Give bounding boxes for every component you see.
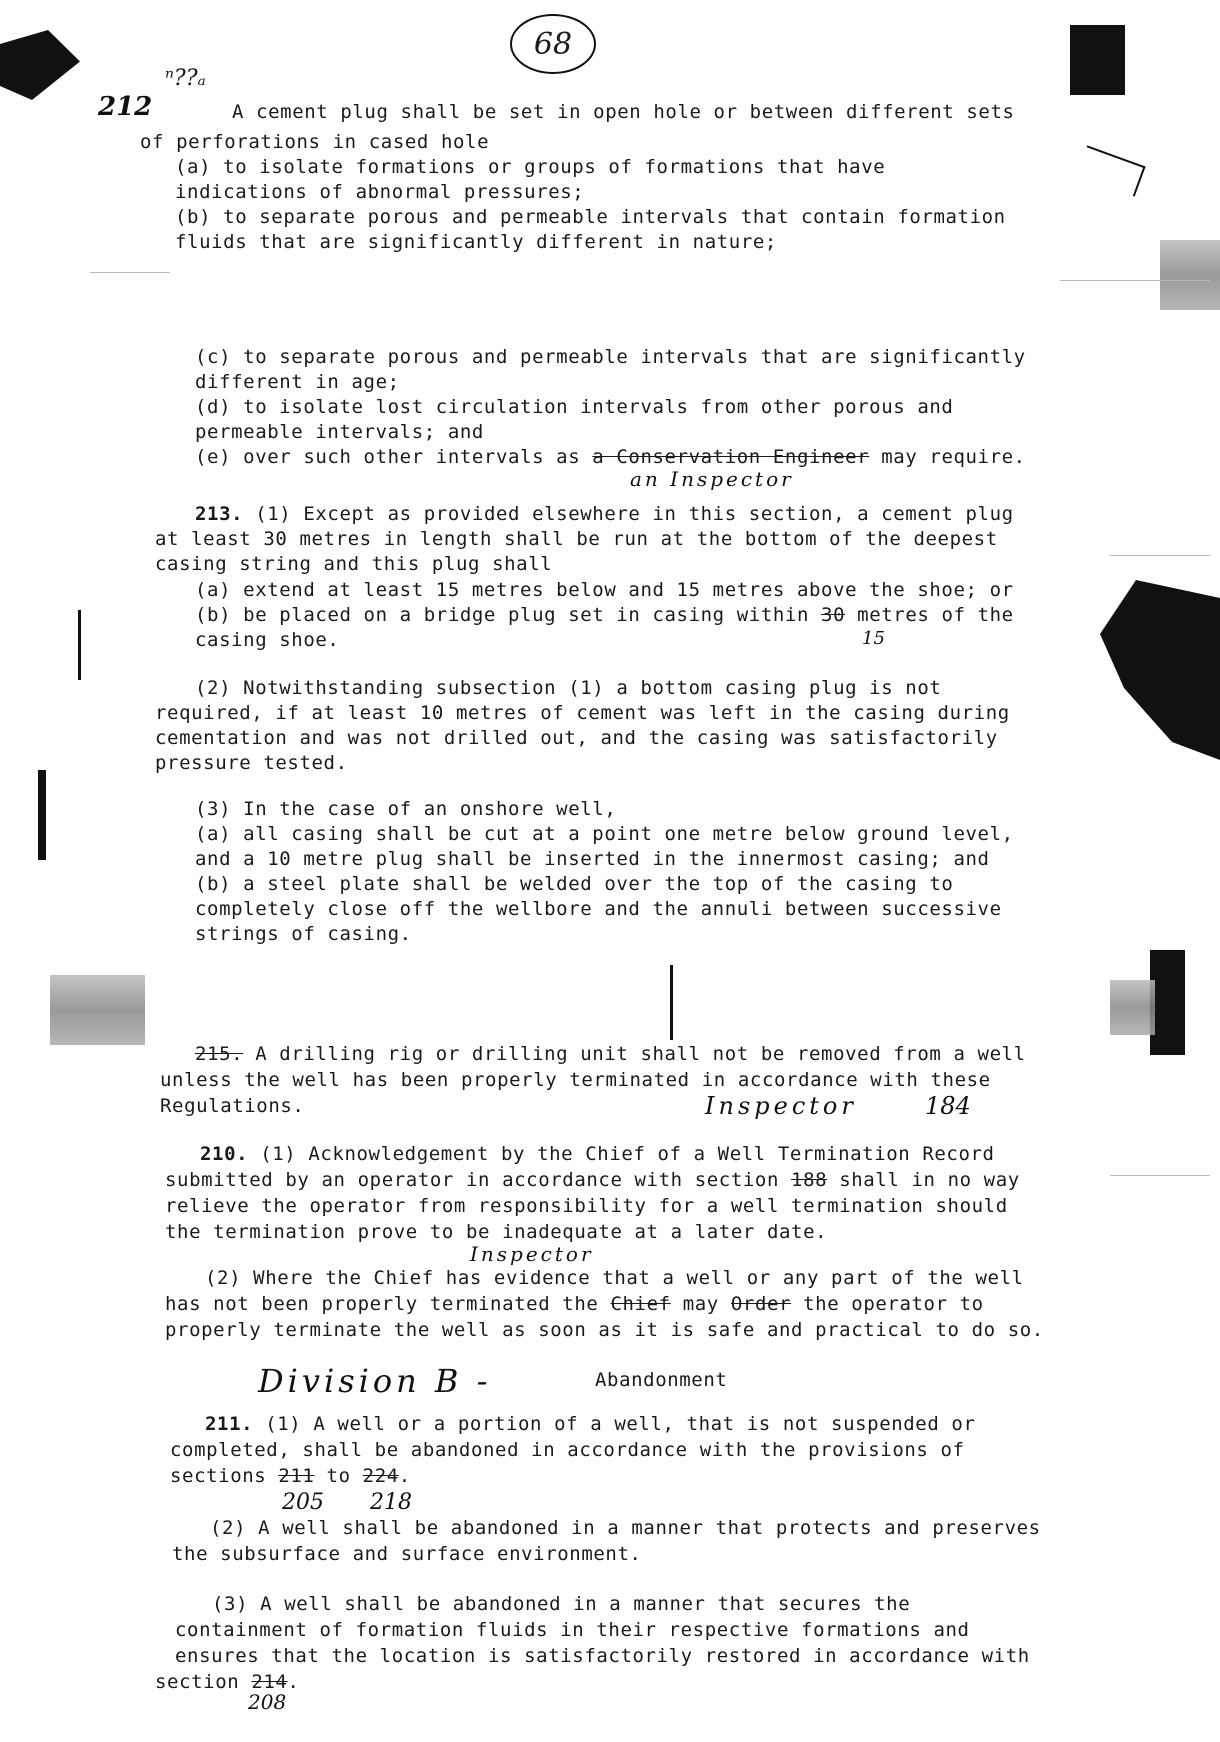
struck-text: 224 (362, 1465, 399, 1487)
text-line: casing shoe. (195, 629, 340, 651)
text-span: (1) Except as provided elsewhere in this section, a cement plug (255, 503, 1014, 525)
bracket-mark (670, 965, 677, 1040)
text-line: completely close off the wellbore and the annuli between successive (195, 898, 1002, 920)
text-line: (a) all casing shall be cut at a point one metre below ground level, (195, 823, 1014, 845)
scan-blot-right-lower (1150, 950, 1185, 1055)
handwritten-insertion: 205 (282, 1490, 324, 1515)
handwritten-insertion: 208 (248, 1690, 287, 1714)
text-line: (2) Where the Chief has evidence that a well or any part of the well (205, 1267, 1024, 1289)
bracket-mark (1076, 145, 1145, 196)
handwritten-insertion: 184 (925, 1092, 971, 1120)
scan-blot-left-edge (38, 770, 46, 860)
text-line: (a) extend at least 15 metres below and 15 metres above the shoe; or (195, 579, 1014, 601)
text-span: submitted by an operator in accordance with section (165, 1169, 779, 1191)
division-heading: Abandonment (595, 1369, 728, 1391)
text-span: section (155, 1671, 240, 1693)
scan-gray-right-top (1160, 240, 1220, 310)
text-span: (b) be placed on a bridge plug set in casing within (195, 604, 809, 626)
text-line: (d) to isolate lost circulation intervals from other porous and (195, 396, 954, 418)
struck-text: 188 (791, 1169, 828, 1191)
scan-blot-top-left (0, 30, 80, 100)
text-span: (e) over such other intervals as (195, 446, 581, 468)
text-line: A cement plug shall be set in open hole or between different sets (232, 101, 1015, 123)
scan-blot-right-middle (1100, 580, 1220, 760)
handwritten-insertion: Inspector (705, 1092, 857, 1120)
text-line: completed, shall be abandoned in accordance with the provisions of (170, 1439, 965, 1461)
text-line (195, 1042, 1026, 1066)
handwritten-insertion: an Inspector (630, 467, 794, 491)
text-span: may (682, 1293, 719, 1315)
text-line: (2) A well shall be abandoned in a manner that protects and preserves (210, 1517, 1041, 1539)
text-line (165, 1292, 984, 1316)
bracket-mark (78, 610, 87, 680)
handwritten-insertion: Inspector (470, 1242, 594, 1266)
text-line: cementation and was not drilled out, and the casing was satisfactorily (155, 727, 998, 749)
text-line: different in age; (195, 371, 400, 393)
text-span: shall in no way (839, 1169, 1020, 1191)
scan-blot-top-right (1070, 25, 1125, 95)
text-line: the subsurface and surface environment. (172, 1543, 642, 1565)
struck-section-number: 215. (195, 1043, 244, 1065)
text-line: pressure tested. (155, 752, 348, 774)
struck-text: 214 (251, 1671, 288, 1693)
text-line (165, 1168, 1020, 1192)
text-line: required, if at least 10 metres of cement was left in the casing during (155, 702, 1010, 724)
scan-rule (1060, 280, 1210, 281)
text-line: relieve the operator from responsibility for a well termination should (165, 1195, 1008, 1217)
text-line: containment of formation fluids in their respective formations and (175, 1619, 970, 1641)
text-line (205, 1412, 976, 1436)
text-line: indications of abnormal pressures; (175, 181, 585, 203)
text-span: metres of the (857, 604, 1014, 626)
scan-rule (90, 272, 170, 273)
scan-gray-right-lower (1110, 980, 1155, 1035)
text-line: unless the well has been properly terminated in accordance with these (160, 1069, 991, 1091)
text-line (195, 445, 1026, 469)
struck-text: Chief (610, 1293, 671, 1315)
text-line: fluids that are significantly different in nature; (175, 231, 777, 253)
text-line: of perforations in cased hole (140, 131, 490, 153)
text-line: (c) to separate porous and permeable intervals that are significantly (195, 346, 1026, 368)
text-line: (a) to isolate formations or groups of formations that have (175, 156, 886, 178)
scan-rule (1110, 555, 1210, 556)
handwritten-note: ⁿ??ₐ (165, 66, 206, 91)
text-span: to (326, 1465, 351, 1487)
struck-text: 30 (821, 604, 846, 626)
handwritten-insertion: 218 (370, 1490, 412, 1515)
struck-text: a Conservation Engineer (592, 446, 870, 468)
text-line: at least 30 metres in length shall be run at the bottom of the deepest (155, 528, 998, 550)
text-line: casing string and this plug shall (155, 553, 553, 575)
text-span: has not been properly terminated (165, 1293, 551, 1315)
text-line: properly terminate the well as soon as it is safe and practical to do so. (165, 1319, 1044, 1341)
text-line: ensures that the location is satisfactorily restored in accordance with (175, 1645, 1030, 1667)
scan-gray-left (50, 975, 145, 1045)
handwritten-section-number: 212 (98, 92, 153, 122)
scan-rule (1110, 1175, 1210, 1176)
text-line: sections 211 to 224. (170, 1465, 411, 1487)
text-line: (3) A well shall be abandoned in a manner that secures the (212, 1593, 911, 1615)
text-line: (2) Notwithstanding subsection (1) a bottom casing plug is not (195, 677, 942, 699)
text-span: sections (170, 1465, 267, 1487)
section-number: 213. (195, 503, 244, 525)
page-number: 68 (510, 14, 596, 74)
struck-text: Order (730, 1293, 792, 1315)
text-line: strings of casing. (195, 923, 412, 945)
text-span: A drilling rig or drilling unit shall not be removed from a well (255, 1043, 1026, 1065)
text-line: permeable intervals; and (195, 421, 484, 443)
text-span: (1) A well or a portion of a well, that is not suspended or (265, 1413, 976, 1435)
text-line: Regulations. (160, 1095, 305, 1117)
text-line (200, 1142, 995, 1166)
handwritten-insertion: 15 (862, 628, 885, 649)
text-line: section 214. (155, 1671, 300, 1693)
text-line: (b) to separate porous and permeable intervals that contain formation (175, 206, 1006, 228)
struck-text: 211 (278, 1465, 315, 1487)
text-span: the (562, 1293, 599, 1315)
text-line: (b) a steel plate shall be welded over the top of the casing to (195, 873, 954, 895)
text-line (195, 603, 1014, 627)
text-line (195, 502, 1014, 526)
text-span: may require. (881, 446, 1026, 468)
text-line: (3) In the case of an onshore well, (195, 798, 617, 820)
section-number: 211. (205, 1413, 254, 1435)
text-span: the operator to (803, 1293, 984, 1315)
text-line: the termination prove to be inadequate at a later date. (165, 1221, 828, 1243)
section-number: 210. (200, 1143, 249, 1165)
text-span: (1) Acknowledgement by the Chief of a Well Termination Record (260, 1143, 995, 1165)
division-heading-handwritten: Division B - (258, 1362, 492, 1400)
text-line: and a 10 metre plug shall be inserted in the innermost casing; and (195, 848, 990, 870)
